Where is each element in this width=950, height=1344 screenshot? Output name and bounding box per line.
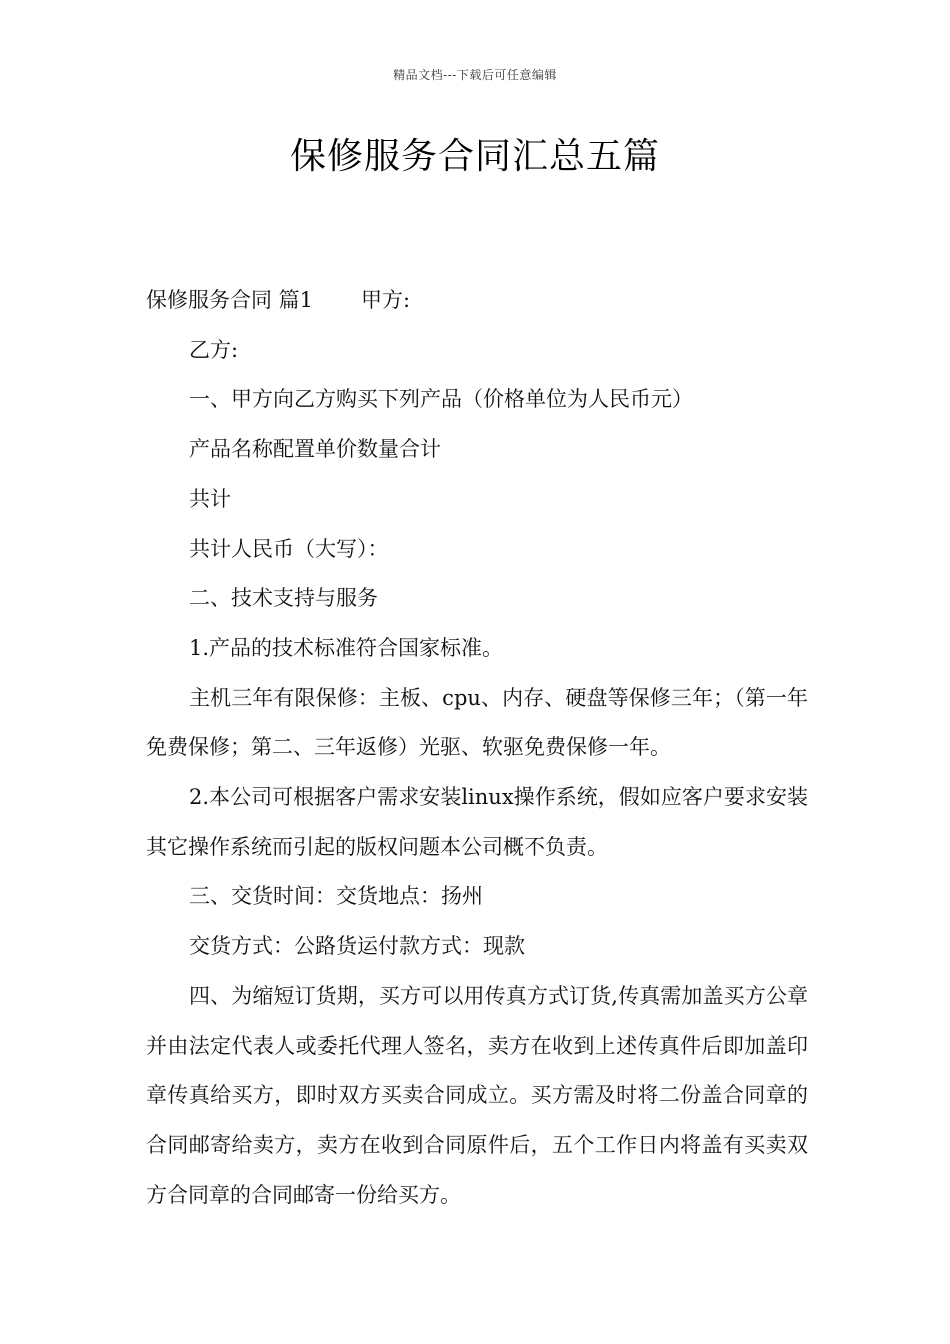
paragraph-standard: 1.产品的技术标准符合国家标准。	[189, 635, 504, 660]
paragraph-os: 2.本公司可根据客户需求安装linux操作系统，假如应客户要求安装其它操作系统而引起的版权问题本公司概不负责。	[146, 785, 808, 859]
paragraph-total-rmb: 共计人民币（大写）：	[189, 536, 389, 561]
document-title: 保修服务合同汇总五篇	[289, 136, 660, 177]
document-body	[146, 276, 808, 1220]
contract-heading: 保修服务合同 篇1	[146, 288, 314, 312]
paragraph-delivery-method: 交货方式：公路货运付款方式：现款	[189, 934, 525, 959]
paragraph-section-3: 三、交货时间：交货地点：扬州	[189, 884, 483, 909]
contract-heading-line	[146, 276, 808, 326]
paragraph-section-1: 一、甲方向乙方购买下列产品（价格单位为人民币元）	[189, 387, 693, 412]
party-a-label: 甲方:	[361, 288, 411, 312]
paragraph-party-b: 乙方:	[189, 337, 239, 362]
paragraph-total: 共计	[189, 486, 231, 511]
page-header-note: 精品文档---下载后可任意编辑	[393, 68, 557, 82]
paragraph-section-2: 二、技术支持与服务	[189, 586, 378, 611]
paragraph-section-4: 四、为缩短订货期，买方可以用传真方式订货,传真需加盖买方公章并由法定代表人或委托代理人签名，卖方在收到上述传真件后即加盖印章传真给买方，即时双方买卖合同成立。买方需及时将二份盖合同章的合同邮寄给卖方，卖方在收到合同原件后，五个工作日内将盖有买卖双方合同章的合同邮寄一份给买方。	[146, 983, 808, 1207]
paragraph-warranty: 主机三年有限保修：主板、cpu、内存、硬盘等保修三年；（第一年免费保修；第二、三年返修）光驱、软驱免费保修一年。	[146, 685, 808, 760]
paragraph-product-columns: 产品名称配置单价数量合计	[189, 437, 441, 462]
